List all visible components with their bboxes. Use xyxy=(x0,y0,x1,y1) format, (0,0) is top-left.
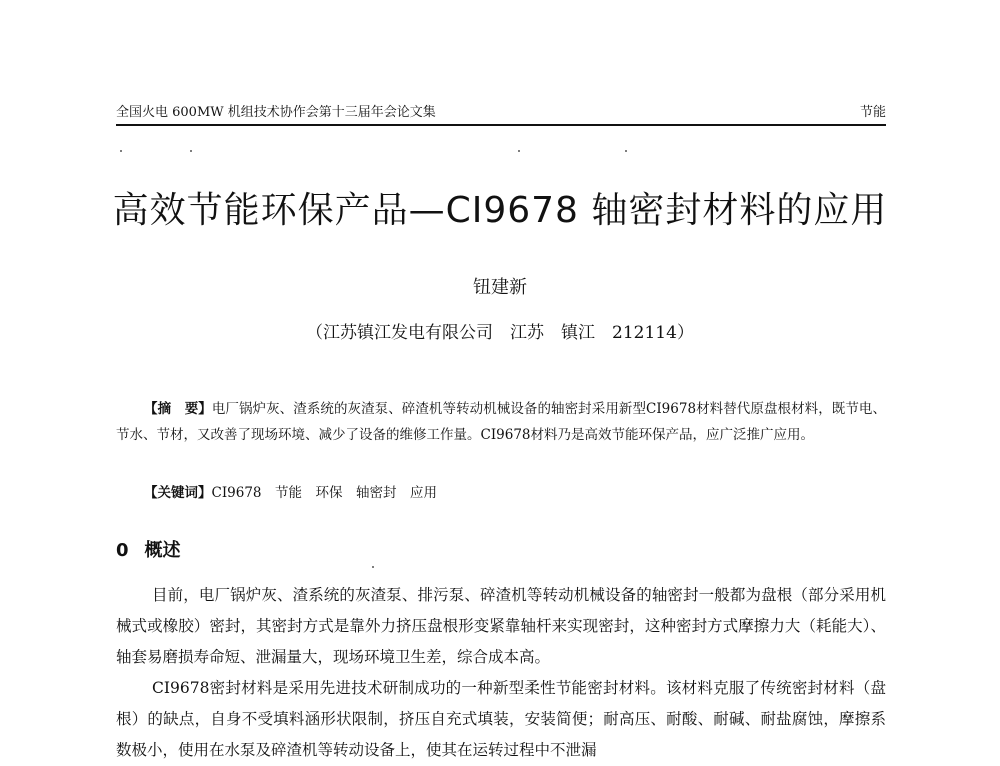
scan-speck xyxy=(518,150,520,152)
author-name: 钮建新 xyxy=(473,277,527,298)
scan-speck xyxy=(372,566,374,568)
keywords-label: 【关键词】 xyxy=(144,485,212,501)
header-proceedings-title: 全国火电 600MW 机组技术协作会第十三届年会论文集 xyxy=(116,105,436,120)
scan-speck xyxy=(625,150,627,152)
keywords-text: CI9678 节能 环保 轴密封 应用 xyxy=(211,485,438,501)
paragraph: 目前，电厂锅炉灰、渣系统的灰渣泵、排污泵、碎渣机等转动机械设备的轴密封一般都为盘根（部分采用机械式或橡胶）密封，其密封方式是靠外力挤压盘根形变紧靠轴杆来实现密封，这种密封方式摩擦力大（耗能大）、轴套易磨损寿命短、泄漏量大，现场环境卫生差，综合成本高。 xyxy=(116,586,886,666)
section-title: 概述 xyxy=(144,540,181,561)
running-header xyxy=(116,100,886,126)
paper-title: 高效节能环保产品—CI9678 轴密封材料的应用 xyxy=(112,190,888,231)
abstract-label: 【摘 要】 xyxy=(144,401,212,417)
paragraph: CI9678密封材料是采用先进技术研制成功的一种新型柔性节能密封材料。该材料克服了传统密封材料（盘根）的缺点，自身不受填料涵形状限制，挤压自充式填装，安装简便；耐高压、耐酸、耐碱、耐盐腐蚀，摩擦系数极小，使用在水泵及碎渣机等转动设备上，使其在运转过程中不泄漏 xyxy=(116,679,886,759)
scan-speck xyxy=(190,150,192,152)
body-text xyxy=(116,580,886,766)
author-affiliation: （江苏镇江发电有限公司 江苏 镇江 212114） xyxy=(306,323,694,343)
header-section-name: 节能 xyxy=(859,105,886,120)
section-heading xyxy=(116,536,181,562)
section-number: 0 xyxy=(116,540,129,561)
scan-speck xyxy=(120,150,122,152)
abstract-text: 电厂锅炉灰、渣系统的灰渣泵、碎渣机等转动机械设备的轴密封采用新型CI9678材料替代原盘根材料，既节电、节水、节材，又改善了现场环境、减少了设备的维修工作量。CI9678材料乃是高效节能环保产品，应广泛推广应用。 xyxy=(116,401,886,443)
keywords xyxy=(144,480,437,506)
abstract xyxy=(116,396,886,448)
